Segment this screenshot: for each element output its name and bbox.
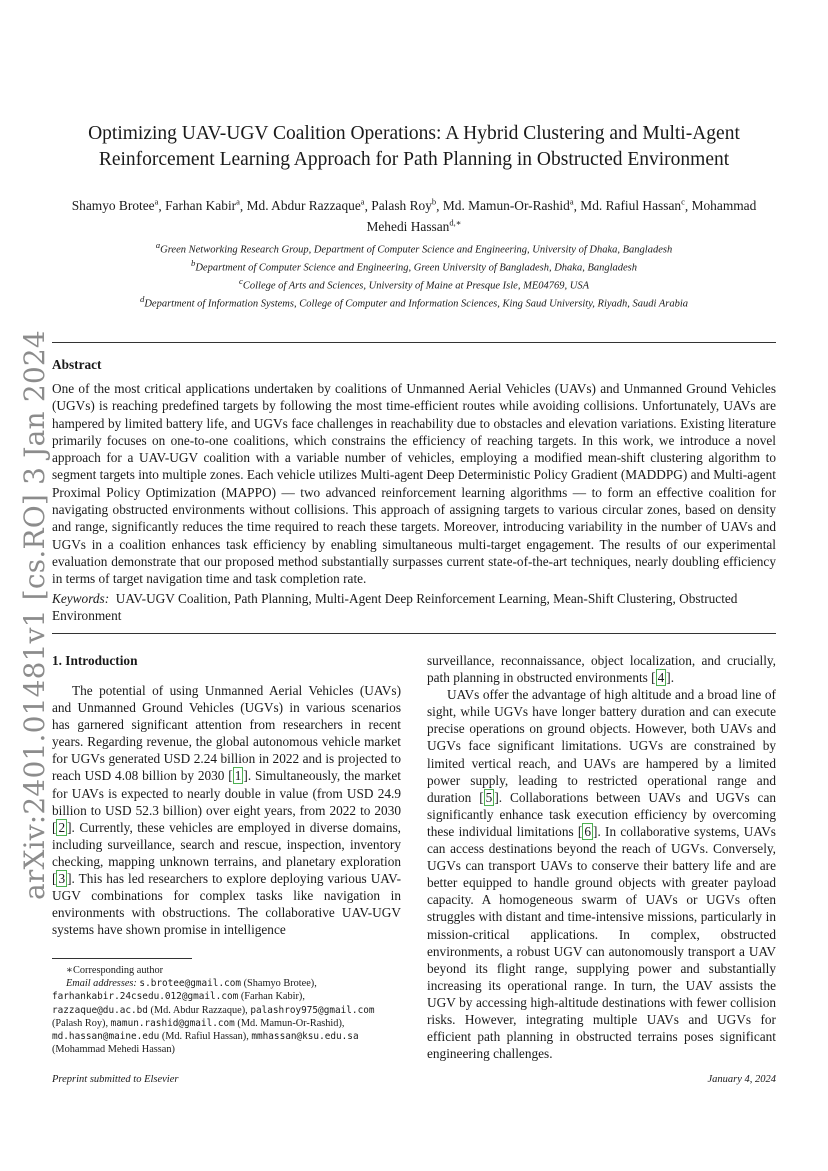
keywords-label: Keywords: (52, 591, 110, 606)
title-line-2: Reinforcement Learning Approach for Path Planning in Obstructed Environment (98, 149, 730, 170)
citation-link[interactable]: 1 (234, 768, 242, 784)
email-link[interactable]: md.hassan@maine.edu (52, 1031, 160, 1043)
intro-paragraph-2: UAVs offer the advantage of high altitude and a broad line of sight, while UGVs have longer battery duration and can execute precise operations on ground objects. However, both UAVs and UGVs face significant limitations. UGVs are constrained by limited vertical reach, and UAVs are hampered by a limited power supply, leading to restricted operational range and duration [ 5 ]. Collaborations between UAVs and UGVs can significantly enhance task execution efficiency by overcoming these individual limitations [ 6 ]. In collaborative systems, UAVs can access destinations beyond the reach of UGVs. Conversely, UGVs can transport UAVs to conserve their battery life and are better equipped to handle ground objects with greater payload capacity. A homogeneous swarm of UAVs or UGVs often struggles with distant and time-intensive missions, particularly in mission-critical applications. In complex, obstructed environments, a robust UGV can autonomously transport a UAV beyond its flight range, supplying power and substantially increasing its operational range. In turn, the UAV assists the UGV by accessing high-altitude destinations with fewer collision risks. However, integrating multiple UAVs and UGVs for efficient path planning in obstructed terrains poses significant engineering challenges. (427, 687, 776, 1062)
footer-date: January 4, 2024 (707, 1074, 776, 1085)
intro-right-column (427, 652, 776, 1062)
citation-link[interactable]: 3 (58, 871, 66, 887)
email-link[interactable]: palashroy975@gmail.com (250, 1004, 375, 1016)
keywords (52, 590, 776, 624)
affiliation: $^d$Department of Information Systems, College of Computer and Information Sciences, King Saud University, Riyadh, Saudi Arabia (139, 294, 689, 310)
abstract-text: One of the most critical applications undertaken by coalitions of Unmanned Aerial Vehicles (UAVs) and Unmanned Ground Vehicles (UGVs) is reaching predefined targets by following the most time-efficient routes while avoiding collisions. Unfortunately, UAVs are hampered by limited battery life, and UGVs face challenges in reachability due to obstacles and elevation variations. Existing literature primarily focuses on one-to-one coalitions, which constrains the efficiency of reaching targets. In this work, we introduce a novel approach for a UAV-UGV coalition with a variable number of vehicles, employing a modified mean-shift clustering algorithm to segment targets into multiple zones. Each vehicle utilizes Multi-agent Deep Deterministic Policy Gradient (MADDPG) and Multi-agent Proximal Policy Optimization (MAPPO) — two advanced reinforcement learning algorithms — to form an effective coalition for navigating obstructed environments without collisions. This approach of assigning targets to various circular zones, based on density and range, significantly reduces the time required to reach these targets. Moreover, introducing variability in the number of UAVs and UGVs in a coalition enhances task efficiency by enabling simultaneous multi-target engagement. The results of our experimental evaluation demonstrate that our proposed method substantially surpasses current state-of-the-art techniques, nearly doubling efficiency in terms of target navigation time and task completion rate. (52, 381, 776, 587)
author: Md. Rafiul Hassan$^c$ (580, 197, 685, 214)
email-link[interactable]: s.brotee@gmail.com (139, 978, 242, 990)
email-link[interactable]: farhankabir.24csedu.012@gmail.com (52, 991, 239, 1003)
divider (52, 633, 776, 634)
author: Mohammad Mehedi Hassan$^{d,∗}$ (366, 198, 757, 234)
keywords-text: UAV-UGV Coalition, Path Planning, Multi-Agent Deep Reinforcement Learning, Mean-Shift Clustering, Obstructed Environment (52, 591, 738, 623)
email-link[interactable]: mamun.rashid@gmail.com (110, 1017, 235, 1029)
author: Md. Abdur Razzaque$^a$ (246, 197, 365, 214)
divider (52, 342, 776, 343)
corresponding-author-note: ∗Corresponding author (66, 965, 164, 976)
paper-title (60, 121, 768, 173)
email-link[interactable]: razzaque@du.ac.bd (52, 1004, 148, 1016)
footer-left: Preprint submitted to Elsevier (52, 1074, 179, 1085)
intro-paragraph-1: The potential of using Unmanned Aerial Vehicles (UAVs) and Unmanned Ground Vehicles (UGVs) in various scenarios has garnered significant attention from researchers in recent years. Regarding revenue, the global autonomous vehicle market for UGVs generated USD 2.24 billion in 2022 and is projected to reach USD 4.08 billion by 2030 [ 1 ]. Simultaneously, the market for UAVs is expected to nearly double in value (from USD 24.9 billion to USD 52.3 billion) over eight years, from 2022 to 2030 [ 2 ]. Currently, these vehicles are employed in diverse domains, including surveillance, search and rescue, inspection, inventory checking, mapping unknown terrains, and planetary exploration [ 3 ]. This has led researchers to explore deploying various UAV-UGV combinations for complex tasks like navigation in environments with obstructions. The collaborative UAV-UGV systems have shown promise in intelligence (52, 683, 401, 938)
footnote: ∗Corresponding author Email addresses: s.brotee@gmail.com (Shamyo Brotee), farhankabir.24csedu.012@gmail.com (Farhan Kabir), razzaque@du.ac.bd (Md. Abdur Razzaque), palashroy975@gmail.com (Palash Roy), mamun.rashid@gmail.com (Md. Mamun-Or-Rashid), md.hassan@maine.edu (Md. Rafiul Hassan), mmhassan@ksu.edu.sa (Mohammad Mehedi Hassan) (52, 964, 401, 1056)
author: Farhan Kabir$^a$ (165, 197, 240, 214)
email-label: Email addresses: (66, 978, 137, 990)
citation-link[interactable]: 6 (584, 823, 591, 839)
author: Palash Roy$^b$ (371, 197, 437, 214)
arxiv-identifier: arXiv:2401.01481v1 [cs.RO] 3 Jan 2024 (18, 330, 51, 900)
affiliation: $^c$College of Arts and Sciences, University of Maine at Presque Isle, ME04769, USA (238, 276, 590, 292)
citation-link[interactable]: 5 (485, 789, 493, 805)
intro-paragraph-1-continued: surveillance, reconnaissance, object localization, and crucially, path planning in obstructed environments [ 4 ]. (427, 653, 776, 686)
affiliations (55, 239, 773, 311)
author: Shamyo Brotee$^a$ (71, 197, 159, 214)
citation-link[interactable]: 4 (657, 670, 665, 686)
author: Md. Mamun-Or-Rashid$^a$ (442, 197, 574, 214)
title-line-1: Optimizing UAV-UGV Coalition Operations: A Hybrid Clustering and Multi-Agent (88, 123, 740, 144)
abstract-heading: Abstract (52, 357, 102, 372)
email-link[interactable]: mmhassan@ksu.edu.sa (251, 1031, 359, 1043)
footnote-rule (52, 958, 192, 959)
author-list: Shamyo Brotee$^a$, Farhan Kabir$^a$, Md. Abdur Razzaque$^a$, Palash Roy$^b$, Md. Mamun-Or-Rashid$^a$, Md. Rafiul Hassan$^c$, Mohammad Mehedi Hassan$^{d,∗}$ (71, 197, 757, 234)
affiliation: $^b$Department of Computer Science and Engineering, Green University of Bangladesh, Dhaka, Bangladesh (190, 258, 638, 274)
citation-link[interactable]: 2 (58, 819, 66, 835)
affiliation: $^a$Green Networking Research Group, Department of Computer Science and Engineering, University of Dhaka, Bangladesh (155, 240, 673, 256)
section-heading: 1. Introduction (52, 653, 138, 668)
